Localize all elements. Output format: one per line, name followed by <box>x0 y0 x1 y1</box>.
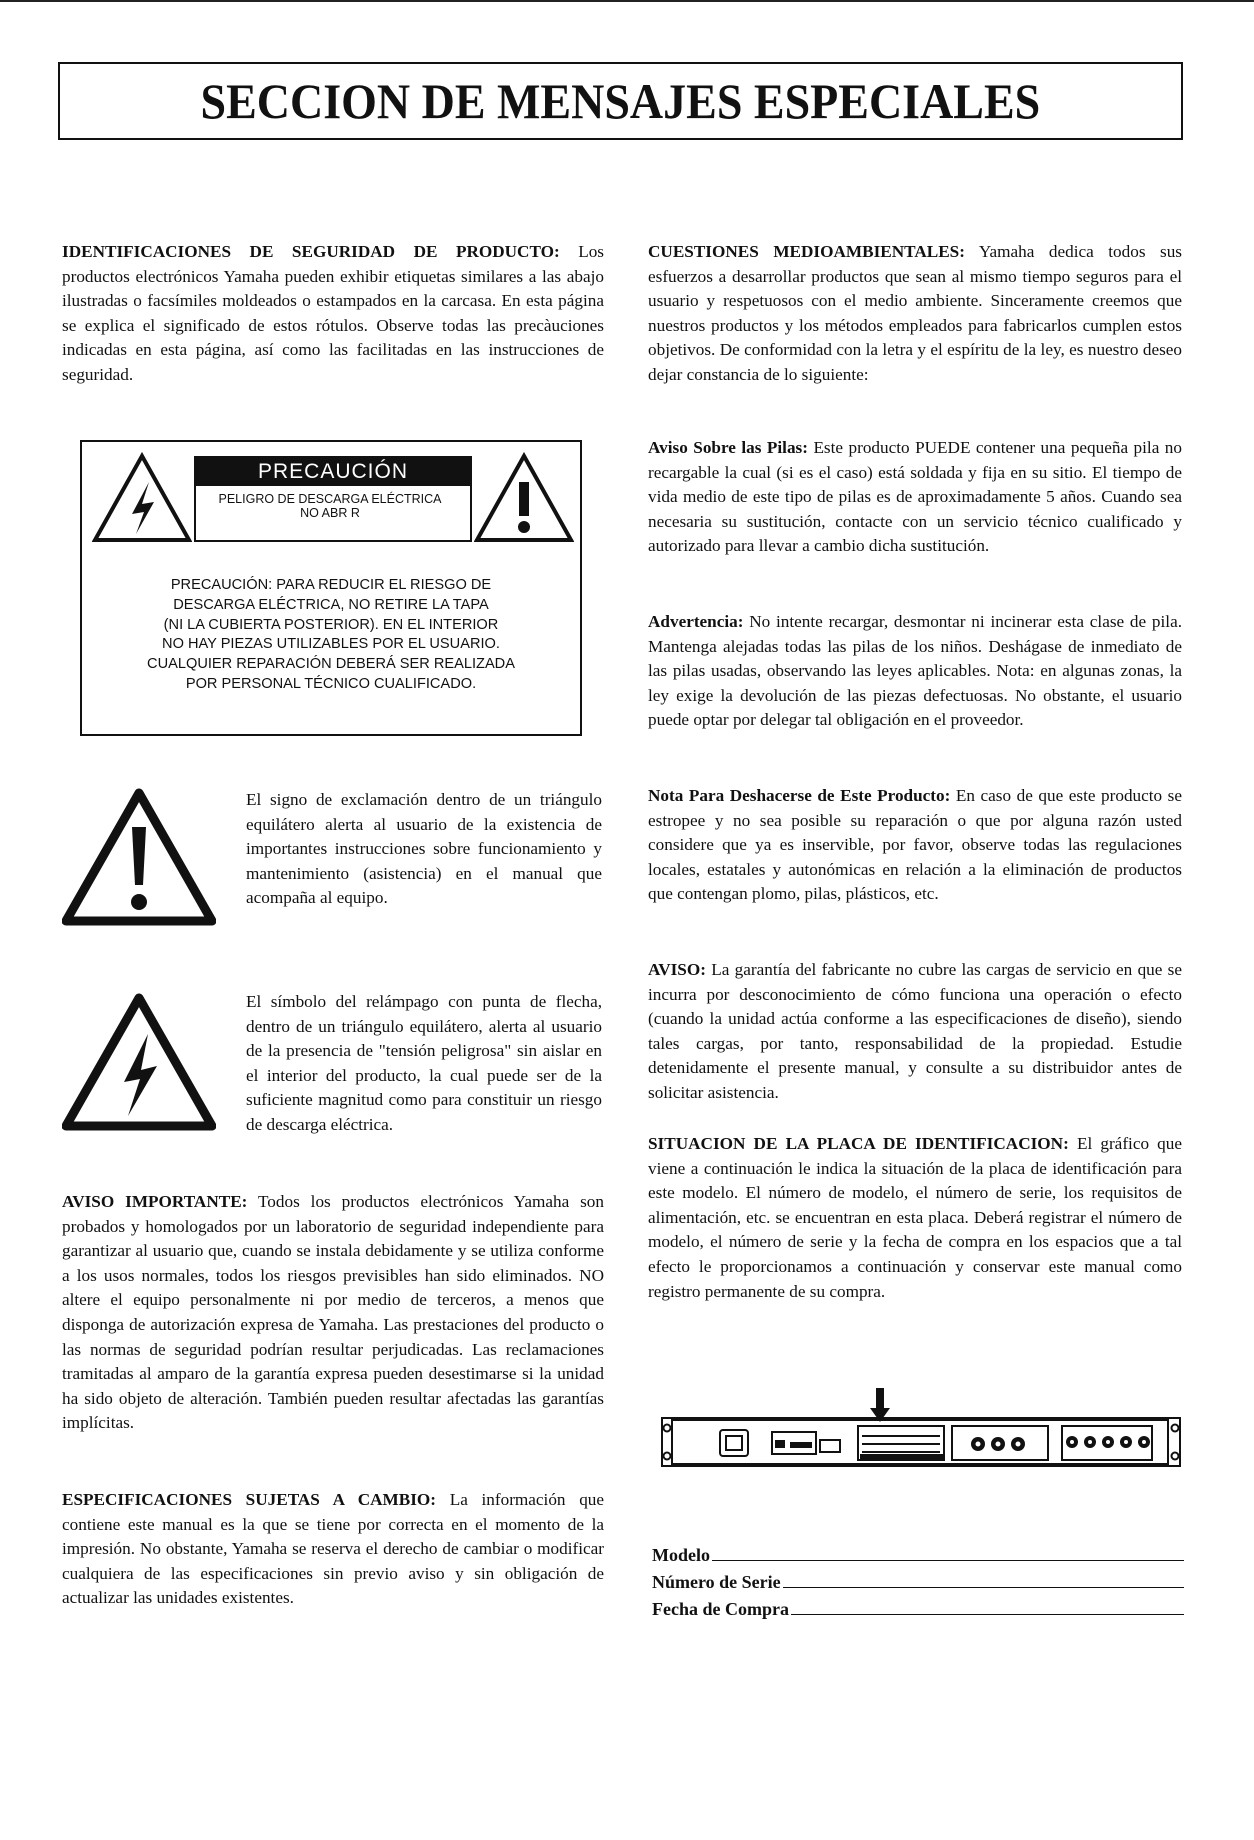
disposal-section <box>648 784 1182 907</box>
caution-text-line: PRECAUCIÓN: PARA REDUCIR EL RIESGO DE <box>170 577 492 593</box>
lightning-triangle-icon <box>62 990 216 1132</box>
caution-label <box>80 440 582 736</box>
warning-body: No intente recargar, desmontar ni incinerar esta clase de pila. Mantenga alejadas todas las pilas de los niños. Deshágase de inmediato de las pilas usadas, observando las leyes aplicables. Nota: en algunas zonas, la ley exige la devolución de las piezas defectuosas. No obstante, el usuario puede optar por delegar tal obligación en el proveedor. <box>648 612 1182 730</box>
environment-section <box>648 240 1182 388</box>
environment-heading: CUESTIONES MEDIOAMBIENTALES: <box>648 242 965 261</box>
caution-text <box>102 576 560 695</box>
caution-text-line: NO HAY PIEZAS UTILIZABLES POR EL USUARIO. <box>162 636 500 653</box>
caution-header-bar: PRECAUCIÓN <box>196 458 470 486</box>
caution-text-line: CUALQUIER REPARACIÓN DEBERÁ SER REALIZADA <box>147 656 515 673</box>
caution-header <box>194 456 472 542</box>
exclamation-description: El signo de exclamación dentro de un triángulo equilátero alerta al usuario de la existencia de importantes instrucciones sobre funcionamiento y mantenimiento (asistencia) en el manual que acompaña al equipo. <box>246 790 602 908</box>
registration-fields <box>652 1540 1184 1621</box>
nameplate-body: El gráfico que viene a continuación le indica la situación de la placa de identificación para este modelo. El número de modelo, el número de serie, los requisitos de alimentación, etc. se encuentran en esta placa. Deberá registrar el número de modelo, el número de serie y la fecha de compra en los espacios que a tal efecto le proporcionamos a continuación y conservar este manual como registro permanente de su compra. <box>648 1134 1182 1301</box>
purchase-date-label: Fecha de Compra <box>652 1599 789 1619</box>
model-field[interactable] <box>652 1540 1184 1566</box>
battery-notice-body: Este producto PUEDE contener una pequeña pila no recargable la cual (si es el caso) está soldada y fija en su sitio. El tiempo de vida medio de este tipo de pilas es de aproximadamente 5 años. Cuando sea necesaria su sustitución, contacte con un servicio técnico cualificado y autorizado para llevar a cambio dicha sustitución. <box>648 438 1182 556</box>
lightning-triangle-icon <box>92 452 192 544</box>
top-edge-line <box>0 0 1254 2</box>
nameplate-section <box>648 1132 1182 1304</box>
nameplate-heading: SITUACION DE LA PLACA DE IDENTIFICACION: <box>648 1134 1069 1153</box>
page-title: SECCION DE MENSAJES ESPECIALES <box>200 73 1041 129</box>
battery-notice-heading: Aviso Sobre las Pilas: <box>648 438 808 457</box>
caution-text-line: DESCARGA ELÉCTRICA, NO RETIRE LA TAPA <box>173 596 489 613</box>
rear-panel-diagram <box>660 1384 1182 1470</box>
caution-text-line: POR PERSONAL TÉCNICO CUALIFICADO. <box>185 675 477 692</box>
caution-header-sub <box>196 486 470 520</box>
exclamation-triangle-icon <box>62 785 216 927</box>
serial-number-field[interactable] <box>652 1567 1184 1593</box>
title-box <box>58 62 1183 140</box>
caution-sub-line2: NO ABR R <box>300 506 360 520</box>
exclamation-triangle-icon <box>474 452 574 544</box>
safety-id-section <box>62 240 604 388</box>
environment-body: Yamaha dedica todos sus esfuerzos a desarrollar productos que sean al mismo tiempo seguros para el usuario y respetuosos con el medio ambiente. Sinceramente creemos que nuestros productos y los métodos empleados para fabricarlos cumplen estos objetivos. De conformidad con la letra y el espíritu de la ley, es nuestro deseo dejar constancia de lo siguiente: <box>648 242 1182 384</box>
serial-number-label: Número de Serie <box>652 1572 781 1592</box>
important-notice-section <box>62 1190 604 1436</box>
aviso-heading: AVISO: <box>648 960 706 979</box>
specs-change-section <box>62 1488 604 1611</box>
specs-change-heading: ESPECIFICACIONES SUJETAS A CAMBIO: <box>62 1490 437 1509</box>
specs-change-body: La información que contiene este manual es la que se tiene por correcta en el momento de la impresión. No obstante, Yamaha se reserva el derecho de cambiar o modificar cualquiera de las especificaciones sin previo aviso y sin obligación de actualizar las unidades existentes. <box>62 1490 605 1608</box>
disposal-heading: Nota Para Deshacerse de Este Producto: <box>648 786 951 805</box>
battery-notice-section <box>648 436 1182 559</box>
aviso-section <box>648 958 1182 1106</box>
disposal-body: En caso de que este producto se estropee y no sea posible su reparación o que por alguna razón usted considere que ya es inservible, por favor, observe todas las regulaciones locales, estatales y autonómicas en relación a la eliminación de productos que contengan plomo, pilas, plásticos, etc. <box>648 786 1182 904</box>
warning-heading: Advertencia: <box>648 612 744 631</box>
safety-id-heading: IDENTIFICACIONES DE SEGURIDAD DE PRODUCTO: <box>62 242 560 261</box>
important-notice-heading: AVISO IMPORTANTE: <box>62 1192 248 1211</box>
aviso-body: La garantía del fabricante no cubre las cargas de servicio en que se incurra por desconocimiento de cómo funciona una operación o efecto (cuando la unidad actúa conforme a las especificaciones de diseño), siendo tales cargas, por tanto, responsabilidad de la propiedad. Estudie detenidamente el presente manual, y consulte a su distribuidor antes de solicitar asistencia. <box>648 960 1182 1102</box>
safety-id-body: Los productos electrónicos Yamaha pueden exhibir etiquetas similares a las abajo ilustradas o facsímiles moldeados o estampados en la carcasa. En esta página se explica el significado de estos rótulos. Observe todas las precàuciones indicadas en esta página, así como las facilitadas en las instrucciones de seguridad. <box>62 242 604 384</box>
purchase-date-field[interactable] <box>652 1594 1184 1620</box>
caution-sub-line1: PELIGRO DE DESCARGA ELÉCTRICA <box>218 492 442 506</box>
caution-text-line: (NI LA CUBIERTA POSTERIOR). EN EL INTERIOR <box>163 616 499 633</box>
warning-section <box>648 610 1182 733</box>
important-notice-body: Todos los productos electrónicos Yamaha son probados y homologados por un laboratorio de seguridad independiente para garantizar al usuario que, cuando se instala debidamente y se utiliza conforme a los usos normales, todos los riesgos previsibles han sido eliminados. NO altere el equipo personalmente ni por medio de terceros, a menos que disponga de autorización expresa de Yamaha. Las prestaciones del producto o las normas de seguridad podrían resultar perjudicadas. Las reclamaciones tramitadas al amparo de la garantía expresa pueden desestimarse si la unidad ha sido objeto de alteración. También pueden resultar afectadas las garantías implícitas. <box>62 1192 604 1433</box>
lightning-description: El símbolo del relámpago con punta de flecha, dentro de un triángulo equilátero, alerta al usuario de la presencia de "tensión peligrosa" sin aislar en el interior del producto, la cual puede ser de la suficiente magnitud como para constituir un riesgo de descarga eléctrica. <box>246 992 602 1134</box>
model-label: Modelo <box>652 1545 710 1565</box>
